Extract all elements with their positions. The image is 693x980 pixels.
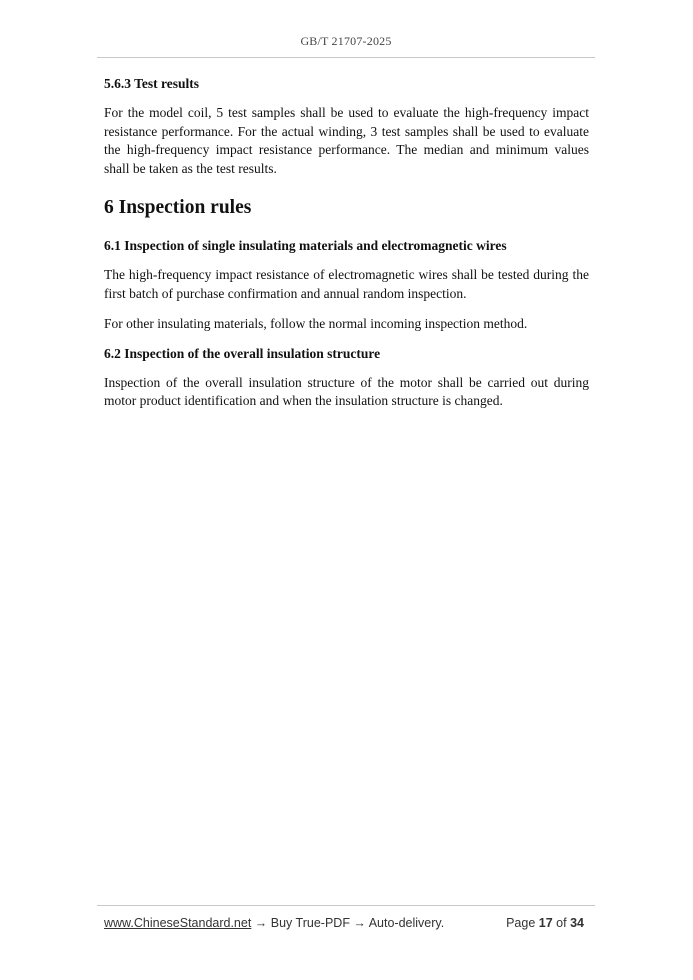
arrow-icon: → (251, 916, 271, 930)
auto-delivery-text: Auto-delivery. (368, 916, 445, 930)
page-label: Page (506, 916, 536, 930)
page-total: 34 (570, 916, 584, 930)
section-6-1-heading: 6.1 Inspection of single insulating materials and electromagnetic wires (104, 238, 507, 253)
section-5-6-3-heading: 5.6.3 Test results (104, 76, 200, 91)
page-current: 17 (538, 916, 553, 930)
section-6-1-paragraph-2: For other insulating materials, follow the normal incoming inspection method. (104, 316, 528, 331)
arrow-icon: → (349, 916, 369, 930)
page-number (506, 916, 584, 930)
buy-pdf-text: Buy True-PDF (270, 916, 350, 930)
footer-promo (104, 916, 444, 930)
section-6-2-paragraph: Inspection of the overall insulation structure of the motor shall be carried out during motor product identification and when the insulation structure is changed. (104, 374, 589, 408)
page-body (104, 76, 589, 423)
site-link[interactable]: www.ChineseStandard.net (104, 916, 252, 930)
header-divider (97, 57, 595, 58)
page-header (97, 34, 595, 49)
section-6-1-paragraph-1: The high-frequency impact resistance of electromagnetic wires shall be tested during the first batch of purchase confirmation and annual random inspection. (104, 267, 589, 301)
of-label: of (556, 916, 567, 930)
footer-divider (97, 905, 595, 906)
section-6-2-heading: 6.2 Inspection of the overall insulation structure (104, 345, 381, 361)
standard-code: GB/T 21707-2025 (300, 34, 392, 48)
section-6-heading: 6 Inspection rules (104, 197, 252, 218)
section-5-6-3-paragraph: For the model coil, 5 test samples shall be used to evaluate the high-frequency impact resistance performance. For the actual winding, 3 test samples shall be used to evaluate the high-frequency impact resistance performance. The median and minimum values shall be taken as the test results. (104, 105, 589, 176)
